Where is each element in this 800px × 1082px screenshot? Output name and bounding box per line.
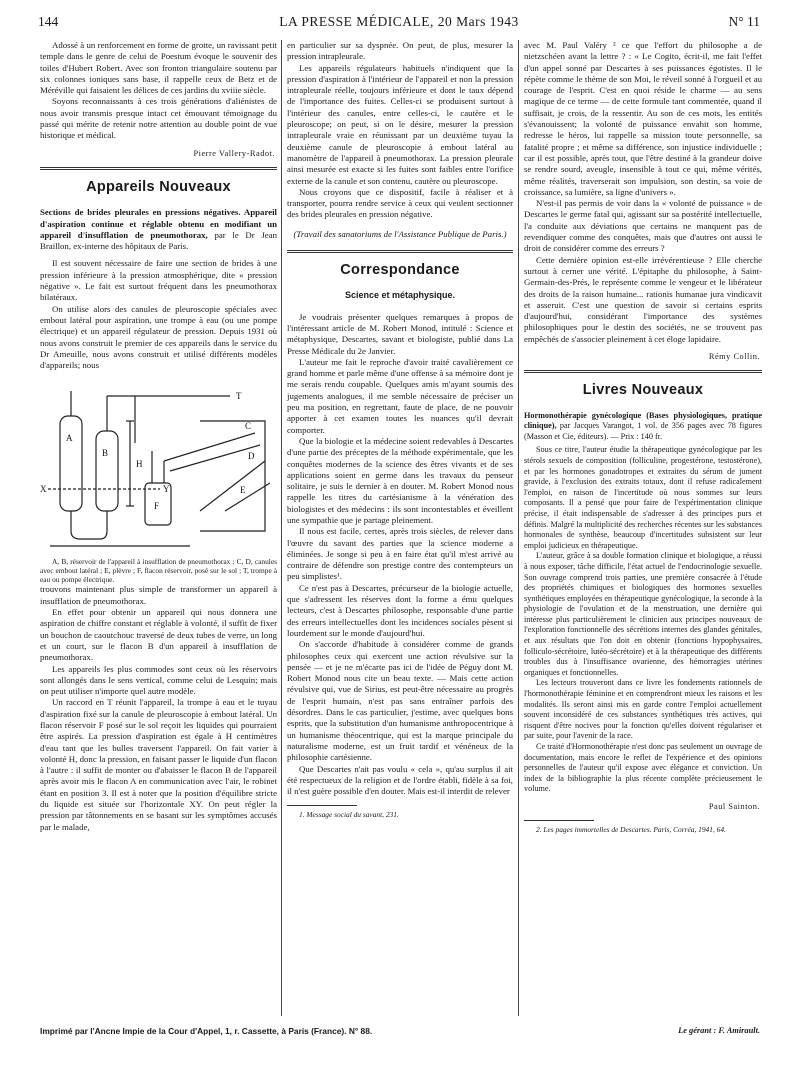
paragraph: Les appareils les plus commodes sont ceux où les réservoirs sont allongés dans le sens vertical, comme celui de Lesquin; mais on peut utiliser n'importe quel autre modèle. <box>40 663 277 697</box>
divider <box>524 370 762 373</box>
reservoir-a <box>60 416 82 511</box>
page-number: 144 <box>38 14 59 29</box>
paragraph: Sous ce titre, l'auteur étudie la thérapeutique gynécologique par les stérols sexuels de composition (folliculine, progestérone, testostérone), et par les hormones gonadotropes et extraites du sérum de jument gravide, à l'exclusion des extraits totaux, dont il refuse radicalement l'emploi, en raison de l'incertitude où nous sommes sur leurs composants. Il a pensé que pour faire de l'expérimentation clinique précise, il était indispensable de s'adresser à des principes purs et définis. Malgré la multiplicité des recherches récentes sur les substances hormonales de synthèse, beaucoup d'incertitudes subsistent sur leur emploi judicieux en thérapeutique. <box>524 445 762 550</box>
paragraph: Cette dernière opinion est-elle irrévérentieuse ? Elle cherche surtout à cerner une vérité. L'épitaphe du philosophe, à Saint-Germain-des-Prés, le représente comme le vengeur et le libérateur des droits de la raison humaine... rationis humanae jura vindicavit et asseruit. C'est une question de savoir si certains esprits d'aujourd'hui, considérant l'importance des systèmes philosophiques pour le destin des sociétés, ne se trouvent pas empêchés de s'associer pleinement à cet éloge lapidaire. <box>524 254 762 344</box>
book-meta: par Jacques Varangot, 1 vol. de 356 pages avec 78 figures (Masson et Cie, éditeurs). — Prix : 140 fr. <box>524 421 762 441</box>
paragraph: Soyons reconnaissants à ces trois générations d'aliénistes de nous avoir transmis presque intact cet émouvant témoignage du passé qui mérite de retenir notre attention au double point de vue historique et médical. <box>40 96 277 141</box>
paragraph: Il nous est facile, certes, après trois siècles, de relever dans l'œuvre du savant des parties que la science moderne a éliminées. Je songe si peu à en faire état qu'il m'est arrivé au contraire de défendre son prestige contre des contempteurs un peu simplistes¹. <box>287 526 513 582</box>
paragraph: N'est-il pas permis de voir dans la « volonté de puissance » de Descartes le germe fatal qui, agissant sur sa postérité intellectuelle, l'a conduite aux déviations que certains ne manquent pas de revendiquer comme des conquêtes, mais que d'autres ont aussi le droit de considérer comme des erreurs ? <box>524 198 762 254</box>
pleura-e <box>200 421 265 531</box>
section-title-livres: Livres Nouveaux <box>582 382 704 399</box>
paragraph: Ce n'est pas à Descartes, précurseur de la biologie actuelle, que s'adressent les réserves dont la forme a ému quelques lecteurs, c'est à Descartes philosophe, responsable d'une partie des erreurs intellectuelles dont les incidences sociales pèsent si lourdement sur le monde d'aujourd'hui. <box>287 582 513 638</box>
figure-label-b: B <box>102 448 109 459</box>
paragraph: L'auteur, grâce à sa double formation clinique et biologique, a réussi à nous exposer, tâche difficile, l'état actuel de l'endocrinologie sexuelle. Son ouvrage comprend trois parties, une première consacrée à l'étude des propriétés chimiques et biologiques des hormones sexuelles synthétiques employées en thérapeutique gynécologique, la seconde à la physiologie de l'ovulation et de la menstruation, une dernière qui intéresse plus particulièrement le clinicien aux principes nouveaux de l'exploration fonctionnelle des sécrétions internes des glandes génitales, et aux résultats que l'on doit en obtenir (fonctions hypophysaires, folliculo-sécrétoire, lutéo-sécrétoire) et à la thérapeutique des différents troubles dus à l'insuffisance ovarienne, des hémorragies utérines organiques et fonctionnelles. <box>524 551 762 677</box>
paragraph: Les lecteurs trouveront dans ce livre les fondements rationnels de l'hormonothérapie féminine et en comprendront mieux les raisons et les modalités. Ils seront ainsi mis en garde contre l'emploi actuellement souvent inconsidéré de ces substances synthétiques très actives, qui risquent d'être nocives pour la fonction qu'elles doivent régulariser et par suite, pour l'avenir de la race. <box>524 678 762 741</box>
apparatus-figure <box>40 381 277 553</box>
paragraph: L'auteur me fait le reproche d'avoir traité cavalièrement ce grand homme et parle même d'une offense à sa mémoire dont je me serais rendu coupable. Quelques amis m'ayant soumis des jugements analogues, il me semble nécessaire de préciser un peu ma position, en regrettant, faute de place, de ne pouvoir apporter à cet examen toutes les nuances qu'il devrait comporter. <box>287 356 513 435</box>
column-2 <box>287 40 513 819</box>
column-divider-1 <box>281 40 282 1016</box>
signature: Pierre Vallery-Radot. <box>193 148 275 158</box>
article-title: Sections de brides pleurales en pressions négatives. Appareil d'aspiration continue et réglable obtenu en modifiant un appareil d'insufflation de pneumothorax, par le Dr Jean Braillon, ex-interne des hôpitaux de Paris. <box>40 207 277 252</box>
divider <box>40 167 277 170</box>
divider <box>287 250 513 253</box>
column-1 <box>40 40 277 833</box>
paragraph: Un raccord en T réunit l'appareil, la trompe à eau et le tuyau d'aspiration fixé sur la canule de pleuroscopie à embout latéral. Un flacon réservoir F posé sur le sol reçoit les liquides qui pourraient être aspirés. La pression d'aspiration est égale à H centimètres d'eau tant que les bulles traversent l'appareil. On fait varier à volonté H, donc la pression, en faisant passer le liquide d'un flacon à l'autre : il suffit de monter ou d'abaisser le flacon B de l'appareil après avoir mis le flacon A en communication avec l'air, le robinet étant en position 3. Il est à noter que la position d'équilibre stricte du liquide est située sur l'horizontale XY. On peut régler la pression par tâtonnements en se basant sur les symptômes accusés par le malade, <box>40 697 277 832</box>
section-title-appareils: Appareils Nouveaux <box>86 178 231 195</box>
footnote: 2. Les pages immortelles de Descartes. Paris, Corréa, 1941, 64. <box>536 825 726 835</box>
book-reference <box>524 411 762 443</box>
signature: Paul Sainton. <box>708 801 760 811</box>
paragraph: Les appareils régulateurs habituels n'indiquent que la pression d'aspiration à l'intérieur de l'appareil et non la pression intrapleurale réelle, toujours inférieure et dont le taux dépend de l'importance des fuites. Celles-ci se produisent surtout à l'intérieur des canules, entre celles-ci, le cautère et le pleuroscope; on peut, si on le désire, mesurer la pression intrapleurale vraie en réunissant par un deuxième tuyau la deuxième canule de pleuroscopie à embout latéral au manomètre de l'appareil à pneumothorax. La pression pleurale ainsi mesurée est exacte si les fuites sont faibles entre l'orifice externe de la canule et son contenu, cautère ou pleuroscope. <box>287 62 513 186</box>
paragraph: On utilise alors des canules de pleuroscopie spéciales avec embout latéral pour aspiration, une trompe à eau (ou une pompe électrique) et un appareil régulateur de pression. Depuis 1931 où nous avons construit le premier de ces appareils dans le service du Dr Ameuille, nous avons construit et utilisé différents modèles d'appareils; nous <box>40 303 277 371</box>
paragraph: Que la biologie et la médecine soient redevables à Descartes d'une partie des préceptes de la méthode expérimentale, que les conquêtes modernes de la science des êtres vivants et de ses applications soient en germe dans les travaux du penseur solitaire, je suis le dernier à en douter. M. Robert Monod nous rappelle les titres du cartésianisme à la vénération des biologistes et des médecins : ils sont incontestables et éveillent une sympathie que je partage pleinement. <box>287 435 513 525</box>
letter-subtitle: Science et métaphysique. <box>344 290 456 301</box>
issue-number: N° 11 <box>728 14 760 29</box>
article-author: par le Dr Jean Braillon, ex-interne des hôpitaux de Paris. <box>40 229 277 252</box>
column-3 <box>524 40 762 834</box>
figure-label-e: E <box>240 485 246 496</box>
paragraph: avec M. Paul Valéry ² ce que l'effort du philosophe a de nietzschéen avant la lettre ? : « Le Cogito, écrit-il, me fait l'effet d'un appel sonné par Descartes à ses puissances égotistes. Il le répète comme le thème de son Moi, le réveil sonné à l'orgueil et au courage de l'esprit. C'est en quoi réside le charme — au sens magique de ce terme — de cette formule tant commentée, quand il suffisait, je crois, de la ressentir. Au son de ces mots, les entités s'évanouissent; la volonté de puissance envahit son homme, redresse le héros, lui rappelle sa mission toute personnelle, sa fatalité propre ; et même sa différence, son injustice individuelle ; car il est possible, après tout, que l'être destiné à la grandeur doive se rendre sourd, aveugle, insensible à tout ce qui, même vérités, même réalités, traverserait son impulsion, son destin, sa voie de croissance, sa lumière, sa ligne d'univers ». <box>524 40 762 197</box>
figure-label-t: T <box>236 391 242 402</box>
figure-label-x: X <box>40 484 47 495</box>
journal-title: LA PRESSE MÉDICALE, 20 Mars 1943 <box>279 14 519 29</box>
figure-label-f: F <box>154 501 160 512</box>
section-title-correspondance: Correspondance <box>340 262 460 279</box>
footnote-rule <box>524 820 594 821</box>
footnote-rule <box>287 805 357 806</box>
figure-label-d: D <box>248 451 255 462</box>
paragraph: Nous croyons que ce dispositif, facile à réaliser et à transporter, pourra rendre service à ceux qui veulent sectionner des brides pleurales en pression négative. <box>287 186 513 220</box>
printer-line: Imprimé par l'Ancne Impie de la Cour d'Appel, 1, r. Cassette, à Paris (France). N° 88. <box>40 1026 373 1036</box>
paragraph: en particulier sur sa dyspnée. On peut, de plus, mesurer la pression intrapleurale. <box>287 40 513 62</box>
paragraph: trouvons maintenant plus simple de transformer un appareil à insufflation de pneumothorax. <box>40 584 277 606</box>
reservoir-b <box>96 431 118 511</box>
paragraph: En effet pour obtenir un appareil qui nous donnera une aspiration de chiffre constant et réglable à volonté, il suffit de fixer un bouchon de caoutchouc traversé de deux tubes de verre, un long et un court, sur le flacon B d'un appareil à insufflation de pneumothorax. <box>40 607 277 663</box>
paragraph: On s'accorde d'habitude à considérer comme de grands philosophes ceux qui exercent une action révulsive sur la pensée — et je ne m'écarte pas ici de l'idée de Péguy dont M. Robert Monod nous cite un beau texte. — Mais cette action révulsive qui, vue de Sirius, est peut-être nécessaire au progrès de l'esprit humain, n'est pas sans entraîner parfois des désordres. Dans le cas particulier, j'estime, avec quelques bons esprits, que la substitution d'un humanisme anthropocentrique à un humanisme théocentrique, qui est la marque principale du naturalisme moderne, est un fruit tardif et vénéneux de la philosophie cartésienne. <box>287 639 513 763</box>
figure-label-y: Y <box>163 484 170 495</box>
figure-label-h: H <box>136 459 143 470</box>
gerant-line: Le gérant : F. Amirault. <box>678 1026 760 1035</box>
signature: Rémy Collin. <box>708 352 760 362</box>
paragraph: Ce traité d'Hormonothérapie n'est donc pas seulement un ouvrage de documentation, mais encore le reflet de l'expérience et des opinions personnelles de l'auteur qu'il expose avec élégance et conviction. Un index de la bibliographie la plus récente complète précieusement le volume. <box>524 742 762 794</box>
page-header <box>38 14 760 34</box>
figure-label-a: A <box>66 433 73 444</box>
figure-label-c: C <box>245 421 252 432</box>
figure-caption: A, B, réservoir de l'appareil à insufflation de pneumothorax ; C, D, canules avec embout latéral ; E, plèvre ; F, flacon réservoir, posé sur le sol ; T, trompe à eau ou pompe électrique. <box>40 557 277 585</box>
article-source: (Travail des sanatoriums de l'Assistance Publique de Paris.) <box>293 228 507 239</box>
paragraph: Adossé à un renforcement en forme de grotte, un ravissant petit temple dans le genre de celui de Poestum évoque le souvenir des toiles d'Hubert Robert. Avec son fronton triangulaire soutenu par six colonnes ioniques sans base, il rappelle ceux de Betz et de Méréville qui faisaient les délices de ces jardins du xviiie siècle. <box>40 40 277 96</box>
footnote: 1. Message social du savant, 231. <box>299 810 399 820</box>
page-footer <box>40 1026 760 1040</box>
paragraph: Que Descartes n'ait pas voulu « cela », qu'au surplus il ait été respectueux de la religion et de l'ordre établi, fidèle à sa foi, il n'est guère possible d'en douter. Mais est-il interdit de relever <box>287 763 513 797</box>
book-title: Hormonothérapie gynécologique (Bases physiologiques, pratique clinique), <box>524 410 762 431</box>
column-divider-2 <box>518 40 519 1016</box>
paragraph: Je voudrais présenter quelques remarques à propos de l'intéressant article de M. Robert Monod, intitulé : Science et métaphysique, Descartes, savant et biologiste, publié dans La Presse Médicale du 2e Janvier. <box>287 311 513 356</box>
paragraph: Il est souvent nécessaire de faire une section de brides à une pression inférieure à la pression atmosphérique, dite « pression négative ». Le fait est surtout fréquent dans les pneumothorax bilatéraux. <box>40 258 277 303</box>
